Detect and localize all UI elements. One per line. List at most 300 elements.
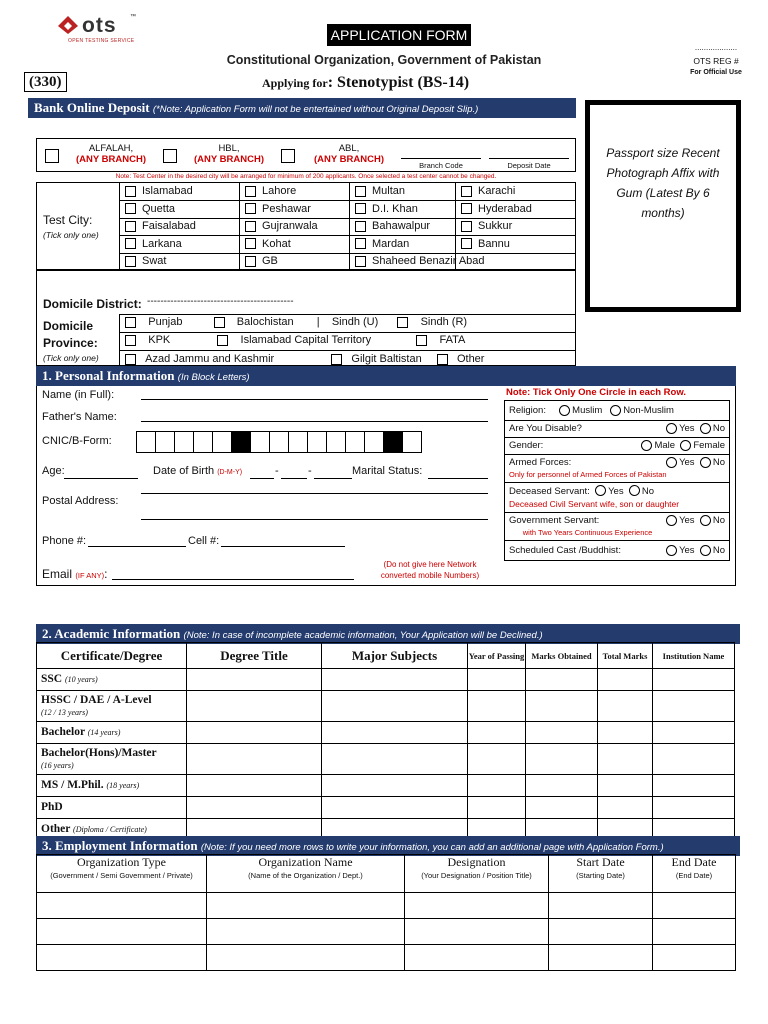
personal-title: 1. Personal Information — [42, 368, 175, 383]
employment-subheader: (Government / Semi Government / Private) — [37, 871, 207, 893]
armed-row — [505, 455, 730, 483]
table-cell[interactable] — [653, 797, 735, 819]
ajk-checkbox[interactable] — [125, 354, 136, 365]
table-row — [37, 919, 736, 945]
city-option — [125, 201, 175, 218]
father-label: Father's Name: — [42, 411, 117, 423]
abl-checkbox[interactable] — [281, 149, 295, 163]
table-cell[interactable] — [187, 722, 322, 744]
table-cell[interactable] — [187, 744, 322, 775]
bank-note: (*Note: Application Form will not be entertained without Original Deposit Slip.) — [152, 104, 479, 115]
dob-year-field[interactable] — [314, 466, 352, 479]
degree-name: Bachelor(Hons)/Master — [41, 746, 157, 759]
city-checkbox[interactable] — [245, 256, 256, 267]
official-label: For Official Use — [690, 69, 742, 76]
disable-yes-radio[interactable] — [666, 423, 677, 434]
degree-cell — [37, 722, 187, 744]
logo-tagline: OPEN TESTING SERVICE — [68, 38, 135, 44]
city-option — [245, 201, 311, 218]
ajk-label: Azad Jammu and Kashmir — [145, 353, 275, 365]
cnic-digit-box[interactable] — [307, 431, 327, 453]
table-cell[interactable] — [405, 893, 549, 919]
city-checkbox[interactable] — [355, 238, 366, 249]
table-cell[interactable] — [598, 722, 653, 744]
personal-section-header — [36, 366, 736, 386]
city-checkbox[interactable] — [461, 186, 472, 197]
table-cell[interactable] — [322, 797, 468, 819]
phone-field[interactable] — [88, 534, 186, 547]
fata-checkbox[interactable] — [416, 335, 427, 346]
organization-name: Constitutional Organization, Government of Pakistan — [226, 53, 542, 67]
name-field[interactable] — [141, 384, 488, 400]
armed-no-radio[interactable] — [700, 457, 711, 468]
cnic-digit-box[interactable] — [155, 431, 175, 453]
city-label: Islamabad — [142, 185, 193, 197]
table-row — [37, 691, 735, 722]
deceased-no-radio[interactable] — [629, 485, 640, 496]
test-center-note: Note: Test Center in the desired city will be arranged for minimum of 200 applicants. Once selected a test center cannot be changed. — [115, 173, 497, 180]
religion-row — [505, 401, 730, 421]
nonmuslim-label: Non-Muslim — [623, 405, 674, 416]
sindh-r-checkbox[interactable] — [397, 317, 408, 328]
city-checkbox[interactable] — [125, 256, 136, 267]
domicile-province-label-2: Province: — [43, 336, 98, 350]
city-label: Faisalabad — [142, 220, 196, 233]
govt-row — [505, 513, 730, 541]
cnic-digit-box[interactable] — [269, 431, 289, 453]
cnic-digit-box[interactable] — [193, 431, 213, 453]
degree-cell — [37, 775, 187, 797]
religion-label: Religion: — [509, 405, 546, 416]
tick-note: Note: Tick Only One Circle in each Row. — [506, 387, 687, 398]
employment-note: (Note: If you need more rows to write your information, you can add an additional page with Application Form.) — [200, 842, 664, 853]
city-checkbox[interactable] — [125, 221, 136, 232]
table-row — [37, 893, 736, 919]
table-cell[interactable] — [468, 775, 526, 797]
table-row — [37, 744, 735, 775]
city-label: D.I. Khan — [372, 202, 418, 215]
sched-no-radio[interactable] — [700, 545, 711, 556]
dob-label: Date of Birth (D-M-Y) — [153, 465, 243, 477]
postal-field-1[interactable] — [141, 480, 488, 494]
city-label: Swat — [142, 255, 167, 268]
city-checkbox[interactable] — [355, 256, 366, 267]
academic-header: Major Subjects — [322, 643, 468, 669]
employment-subheader: (Your Designation / Position Title) — [405, 871, 549, 893]
nonmuslim-radio[interactable] — [610, 405, 621, 416]
degree-name: HSSC / DAE / A-Level — [41, 693, 152, 706]
table-row — [37, 775, 735, 797]
table-row — [37, 669, 735, 691]
govt-yes-label: Yes — [679, 514, 695, 526]
sched-yes-label: Yes — [679, 545, 695, 556]
cnic-digit-box[interactable] — [402, 431, 422, 453]
table-cell[interactable] — [653, 919, 736, 945]
alfalah-checkbox[interactable] — [45, 149, 59, 163]
table-cell[interactable] — [322, 775, 468, 797]
photo-box: Passport size Recent Photograph Affix with Gum (Latest By 6 months) — [585, 100, 741, 312]
table-cell[interactable] — [598, 669, 653, 691]
disable-no-label: No — [712, 423, 725, 435]
branch-code-field[interactable] — [401, 143, 481, 159]
academic-header: Degree Title — [187, 643, 322, 669]
table-cell[interactable] — [526, 722, 598, 744]
employment-header: End Date — [653, 855, 736, 871]
table-cell[interactable] — [405, 945, 549, 971]
table-cell[interactable] — [187, 669, 322, 691]
table-cell[interactable] — [37, 893, 207, 919]
male-radio[interactable] — [641, 440, 652, 451]
city-option — [355, 183, 405, 200]
city-checkbox[interactable] — [355, 203, 366, 214]
employment-subheader: (End Date) — [653, 871, 736, 893]
sindh-r-label: Sindh (R) — [420, 316, 468, 328]
employment-title: 3. Employment Information — [42, 838, 198, 853]
employment-header: Designation — [405, 855, 549, 871]
other-province-checkbox[interactable] — [437, 354, 448, 365]
kpk-checkbox[interactable] — [125, 335, 136, 346]
city-checkbox[interactable] — [245, 238, 256, 249]
employment-subheader: (Name of the Organization / Dept.) — [207, 871, 405, 893]
city-option — [245, 183, 296, 200]
city-label: Mardan — [372, 237, 410, 250]
academic-header: Marks Obtained — [526, 643, 598, 669]
govt-no-radio[interactable] — [700, 515, 711, 526]
city-checkbox[interactable] — [125, 238, 136, 249]
cnic-digit-box[interactable] — [250, 431, 270, 453]
sched-yes-radio[interactable] — [666, 545, 677, 556]
cnic-digit-box[interactable] — [288, 431, 308, 453]
branch-code-label: Branch Code — [419, 161, 463, 170]
other-province-label: Other — [456, 353, 485, 365]
city-label: Larkana — [142, 237, 182, 250]
degree-years: (14 years) — [87, 728, 121, 737]
employment-subheader: (Starting Date) — [549, 871, 653, 893]
domicile-district-label: Domicile District: — [43, 297, 142, 311]
table-cell[interactable] — [468, 691, 526, 722]
table-cell[interactable] — [468, 722, 526, 744]
employment-table — [36, 854, 736, 971]
applying-position: : Stenotypist (BS-14) — [327, 74, 470, 91]
armed-yes-radio[interactable] — [666, 457, 677, 468]
deceased-yes-label: Yes — [608, 485, 624, 497]
table-cell[interactable] — [187, 775, 322, 797]
gender-label: Gender: — [509, 440, 544, 452]
degree-years: (16 years) — [41, 760, 74, 770]
gender-row — [505, 438, 730, 455]
email-label: Email (IF ANY): — [42, 567, 108, 581]
table-cell[interactable] — [322, 669, 468, 691]
govt-no-label: No — [712, 514, 725, 526]
table-cell[interactable] — [598, 775, 653, 797]
deceased-label: Deceased Servant: — [509, 485, 590, 497]
academic-table — [36, 642, 735, 841]
test-city-label: Test City: — [43, 213, 93, 227]
city-checkbox[interactable] — [125, 186, 136, 197]
father-field[interactable] — [141, 406, 488, 422]
cnic-digit-box[interactable] — [326, 431, 346, 453]
deposit-date-label: Deposit Date — [507, 161, 551, 170]
armed-note: Only for personnel of Armed Forces of Pakistan — [509, 469, 667, 479]
city-checkbox[interactable] — [245, 221, 256, 232]
degree-years: (18 years) — [106, 781, 140, 790]
degree-years: (Diploma / Certificate) — [73, 825, 147, 834]
disable-no-radio[interactable] — [700, 423, 711, 434]
marital-field[interactable] — [428, 466, 488, 479]
dob-day-field[interactable] — [250, 466, 274, 479]
employment-header: Start Date — [549, 855, 653, 871]
muslim-label: Muslim — [572, 405, 603, 416]
email-field[interactable] — [112, 566, 354, 580]
cnic-digit-box[interactable] — [136, 431, 156, 453]
table-cell[interactable] — [598, 744, 653, 775]
muslim-radio[interactable] — [559, 405, 570, 416]
city-label: GB — [262, 255, 278, 268]
gb-province-checkbox[interactable] — [331, 354, 342, 365]
city-option — [355, 253, 485, 270]
domicile-section — [36, 270, 576, 366]
table-cell[interactable] — [653, 744, 735, 775]
academic-header: Total Marks — [598, 643, 653, 669]
personal-options-table — [504, 400, 730, 561]
disable-yes-label: Yes — [679, 423, 695, 435]
table-cell[interactable] — [653, 945, 736, 971]
applying-for — [262, 74, 469, 92]
reg-label: OTS REG # — [693, 56, 739, 66]
table-cell[interactable] — [653, 775, 735, 797]
balochistan-label: Balochistan — [236, 316, 294, 328]
deceased-yes-radio[interactable] — [595, 485, 606, 496]
city-checkbox[interactable] — [461, 238, 472, 249]
employment-header: Organization Type — [37, 855, 207, 871]
city-label: Karachi — [478, 185, 516, 197]
bank-option-abl: ABL, (ANY BRANCH) — [313, 143, 385, 165]
degree-name: PhD — [41, 801, 63, 813]
table-cell[interactable] — [468, 669, 526, 691]
city-checkbox[interactable] — [461, 221, 472, 232]
city-option — [461, 218, 512, 235]
sindh-u-label: Sindh (U) — [331, 316, 379, 328]
table-cell[interactable] — [526, 691, 598, 722]
postal-label: Postal Address: — [42, 495, 119, 507]
govt-note: with Two Years Continuous Experience — [522, 527, 653, 537]
city-label: Lahore — [262, 185, 297, 197]
city-label: Peshawar — [262, 202, 311, 215]
province-row-2 — [125, 332, 465, 349]
cnic-digit-box — [231, 431, 251, 453]
age-field[interactable] — [64, 466, 138, 479]
academic-section-header — [36, 624, 740, 644]
table-cell[interactable] — [322, 691, 468, 722]
punjab-checkbox[interactable] — [125, 317, 136, 328]
govt-yes-radio[interactable] — [666, 515, 677, 526]
table-cell[interactable] — [549, 893, 653, 919]
city-label: Kohat — [262, 237, 291, 250]
table-cell[interactable] — [598, 797, 653, 819]
postal-field-2[interactable] — [141, 506, 488, 520]
kpk-label: KPK — [148, 334, 171, 346]
degree-cell — [37, 744, 187, 775]
table-cell[interactable] — [653, 722, 735, 744]
punjab-label: Punjab — [148, 316, 183, 328]
ots-logo-icon — [56, 14, 80, 36]
cnic-digit-box — [383, 431, 403, 453]
applying-label: Applying for — [262, 76, 328, 90]
deceased-row — [505, 483, 730, 513]
domicile-district-field[interactable]: -------------------------------------------- — [147, 296, 294, 307]
city-option — [461, 236, 510, 253]
table-cell[interactable] — [322, 744, 468, 775]
mobile-note: (Do not give here Network converted mobile Numbers) — [380, 560, 480, 580]
table-cell[interactable] — [653, 669, 735, 691]
test-city-hint: (Tick only one) — [43, 230, 99, 240]
city-option — [125, 183, 193, 200]
test-city-section — [36, 182, 576, 270]
degree-cell — [37, 669, 187, 691]
cnic-digit-box[interactable] — [174, 431, 194, 453]
degree-name: Bachelor — [41, 726, 85, 738]
degree-name: Other — [41, 823, 71, 835]
academic-header: Certificate/Degree — [37, 643, 187, 669]
table-cell[interactable] — [549, 919, 653, 945]
balochistan-checkbox[interactable] — [214, 317, 225, 328]
city-label: Multan — [372, 185, 406, 197]
city-label: Sukkur — [478, 220, 513, 233]
cnic-digit-box[interactable] — [212, 431, 232, 453]
city-label: Gujranwala — [262, 220, 318, 233]
city-option — [245, 218, 318, 235]
city-checkbox[interactable] — [355, 221, 366, 232]
city-label: Bannu — [478, 237, 510, 250]
academic-header: Year of Passing — [468, 643, 526, 669]
academic-header: Institution Name — [653, 643, 735, 669]
reg-dots: ................... — [694, 43, 738, 52]
table-cell[interactable] — [37, 919, 207, 945]
city-label: Shaheed Benazir Abad — [372, 255, 485, 268]
name-label: Name (in Full): — [42, 389, 115, 401]
city-checkbox[interactable] — [355, 186, 366, 197]
logo-tm: ™ — [130, 14, 136, 20]
cnic-label: CNIC/B-Form: — [42, 435, 112, 447]
cnic-field[interactable] — [137, 431, 422, 453]
fata-label: FATA — [439, 334, 466, 346]
age-label: Age: — [42, 465, 65, 477]
dob-dash-2: - — [308, 465, 312, 477]
male-label: Male — [654, 440, 676, 452]
city-option — [355, 201, 418, 218]
marital-label: Marital Status: — [352, 465, 423, 477]
degree-years: (10 years) — [64, 675, 98, 684]
table-cell[interactable] — [653, 893, 736, 919]
sched-no-label: No — [712, 545, 725, 556]
dob-month-field[interactable] — [281, 466, 307, 479]
table-cell[interactable] — [653, 691, 735, 722]
table-cell[interactable] — [187, 797, 322, 819]
table-cell[interactable] — [207, 919, 405, 945]
table-cell[interactable] — [37, 945, 207, 971]
personal-hint: (In Block Letters) — [177, 372, 250, 383]
deposit-date-field[interactable] — [489, 143, 569, 159]
city-option — [461, 183, 515, 200]
city-checkbox[interactable] — [461, 203, 472, 214]
employment-header: Organization Name — [207, 855, 405, 871]
post-code: (330) — [24, 72, 67, 92]
table-cell[interactable] — [526, 797, 598, 819]
sched-row — [505, 541, 730, 561]
cnic-digit-box[interactable] — [364, 431, 384, 453]
ict-checkbox[interactable] — [217, 335, 228, 346]
female-label: Female — [693, 440, 725, 452]
domicile-hint: (Tick only one) — [43, 353, 99, 363]
deceased-no-label: No — [641, 485, 655, 497]
city-option — [125, 253, 166, 270]
table-row — [37, 797, 735, 819]
city-option — [245, 236, 291, 253]
table-cell[interactable] — [598, 691, 653, 722]
province-row-1 — [125, 314, 467, 331]
govt-label: Government Servant: — [509, 514, 600, 526]
bank-option-alfalah: ALFALAH, (ANY BRANCH) — [75, 143, 147, 165]
cnic-digit-box[interactable] — [345, 431, 365, 453]
table-row — [37, 945, 736, 971]
official-use — [676, 42, 756, 78]
table-cell[interactable] — [207, 893, 405, 919]
city-label: Hyderabad — [478, 202, 532, 215]
armed-label: Armed Forces: — [509, 456, 572, 468]
disable-row — [505, 421, 730, 438]
academic-title: 2. Academic Information — [42, 626, 181, 641]
degree-cell — [37, 691, 187, 722]
table-cell[interactable] — [526, 744, 598, 775]
table-cell[interactable] — [468, 797, 526, 819]
armed-yes-label: Yes — [679, 456, 695, 468]
city-label: Bahawalpur — [372, 220, 431, 233]
city-checkbox[interactable] — [125, 203, 136, 214]
cell-field[interactable] — [221, 534, 345, 547]
bank-title: Bank Online Deposit — [34, 100, 150, 115]
degree-cell — [37, 797, 187, 819]
city-checkbox[interactable] — [245, 203, 256, 214]
table-cell[interactable] — [549, 945, 653, 971]
table-cell[interactable] — [207, 945, 405, 971]
deceased-note: Deceased Civil Servant wife, son or daughter — [509, 498, 680, 509]
province-separator: | — [316, 316, 320, 328]
city-option — [355, 218, 430, 235]
female-radio[interactable] — [680, 440, 691, 451]
table-row — [37, 722, 735, 744]
degree-years: (12 / 13 years) — [41, 707, 88, 717]
city-option — [355, 236, 409, 253]
disable-label: Are You Disable? — [509, 423, 582, 435]
degree-name: MS / M.Phil. — [41, 779, 104, 791]
table-cell[interactable] — [187, 691, 322, 722]
cell-label: Cell #: — [188, 535, 220, 547]
table-cell[interactable] — [526, 775, 598, 797]
table-cell[interactable] — [526, 669, 598, 691]
armed-no-label: No — [712, 456, 725, 468]
table-cell[interactable] — [322, 722, 468, 744]
sched-label: Scheduled Cast /Buddhist: — [509, 544, 621, 556]
table-cell[interactable] — [468, 744, 526, 775]
logo-text: ots — [82, 14, 117, 37]
bank-section-header — [28, 98, 576, 118]
hbl-checkbox[interactable] — [163, 149, 177, 163]
city-checkbox[interactable] — [245, 186, 256, 197]
city-label: Quetta — [142, 202, 176, 215]
bank-options — [36, 138, 576, 172]
table-cell[interactable] — [405, 919, 549, 945]
ots-logo — [56, 14, 146, 48]
